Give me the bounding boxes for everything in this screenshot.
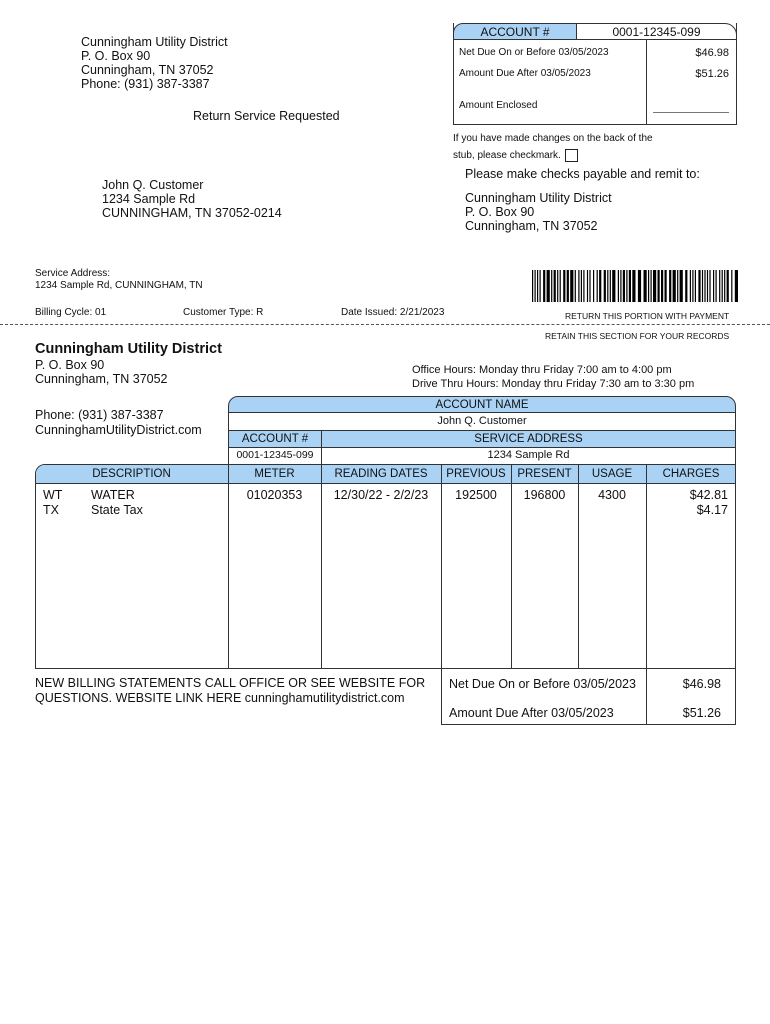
account-number-header: ACCOUNT # — [228, 430, 322, 448]
return-service-requested: Return Service Requested — [193, 109, 340, 123]
account-name-value: John Q. Customer — [228, 412, 736, 431]
col-present: PRESENT — [517, 468, 572, 480]
sender-phone: Phone: (931) 387-3387 — [81, 77, 210, 91]
district-website[interactable]: CunninghamUtilityDistrict.com — [35, 423, 202, 437]
col-reading-dates: READING DATES — [334, 468, 428, 480]
changes-note — [453, 130, 653, 164]
remit-address-line2: Cunningham, TN 37052 — [465, 219, 598, 233]
district-address-line1: P. O. Box 90 — [35, 358, 105, 372]
amount-enclosed-label: Amount Enclosed — [459, 100, 538, 111]
line-code: WT — [43, 488, 63, 502]
billing-cycle: Billing Cycle: 01 — [35, 307, 107, 318]
account-label: ACCOUNT # — [453, 23, 577, 40]
customer-address-line2: CUNNINGHAM, TN 37052-0214 — [102, 206, 282, 220]
line-usage: 4300 — [598, 488, 626, 502]
changes-note-line1: If you have made changes on the back of the — [453, 133, 653, 144]
remit-name: Cunningham Utility District — [465, 191, 612, 205]
district-phone: Phone: (931) 387-3387 — [35, 408, 164, 422]
col-previous: PREVIOUS — [446, 468, 506, 480]
bill-after-due-value: $51.26 — [682, 706, 721, 720]
line-code: TX — [43, 503, 59, 517]
service-address-header: SERVICE ADDRESS — [321, 430, 736, 448]
col-charges: CHARGES — [662, 468, 720, 480]
line-charge: $42.81 — [689, 488, 728, 502]
changes-checkbox[interactable] — [565, 149, 578, 162]
customer-address-line1: 1234 Sample Rd — [102, 192, 196, 206]
district-address-line2: Cunningham, TN 37052 — [35, 372, 168, 386]
line-charge: $4.17 — [696, 503, 728, 517]
retain-section-note: RETAIN THIS SECTION FOR YOUR RECORDS — [545, 331, 730, 341]
account-summary-box — [453, 23, 737, 125]
bill-after-due-label: Amount Due After 03/05/2023 — [449, 706, 614, 720]
account-name-header: ACCOUNT NAME — [228, 396, 736, 413]
payable-note: Please make checks payable and remit to: — [465, 167, 700, 181]
line-present: 196800 — [523, 488, 566, 502]
net-due-value: $46.98 — [695, 47, 729, 59]
remit-address-line1: P. O. Box 90 — [465, 205, 535, 219]
district-address — [35, 358, 168, 386]
sender-address-line2: Cunningham, TN 37052 — [81, 63, 214, 77]
line-description: WATER — [91, 488, 135, 502]
sender-name: Cunningham Utility District — [81, 35, 228, 49]
customer-name: John Q. Customer — [102, 178, 204, 192]
line-description: State Tax — [91, 503, 143, 517]
service-address-label: Service Address: — [35, 268, 111, 279]
account-number-value: 0001-12345-099 — [228, 447, 322, 465]
amount-enclosed-field[interactable] — [653, 112, 729, 113]
customer-type: Customer Type: R — [183, 307, 264, 318]
remit-address — [465, 191, 612, 233]
line-reading-dates: 12/30/22 - 2/2/23 — [333, 488, 429, 502]
bill-net-due-value: $46.98 — [682, 677, 721, 691]
after-due-value: $51.26 — [695, 68, 729, 80]
col-meter: METER — [254, 468, 295, 480]
drive-thru-hours: Drive Thru Hours: Monday thru Friday 7:30 am to 3:30 pm — [412, 378, 695, 390]
contact-info — [35, 408, 202, 438]
service-address-value-cell: 1234 Sample Rd — [321, 447, 736, 465]
tear-line — [0, 324, 770, 325]
billing-notice: NEW BILLING STATEMENTS CALL OFFICE OR SEE WEBSITE FOR QUESTIONS. WEBSITE LINK HERE cunninghamutilitydistrict.com — [35, 676, 426, 705]
office-hours: Office Hours: Monday thru Friday 7:00 am to 4:00 pm — [412, 364, 672, 376]
return-portion-note: RETURN THIS PORTION WITH PAYMENT — [565, 311, 730, 321]
after-due-label: Amount Due After 03/05/2023 — [459, 68, 591, 79]
net-due-label: Net Due On or Before 03/05/2023 — [459, 47, 609, 58]
date-issued: Date Issued: 2/21/2023 — [341, 307, 445, 318]
customer-address — [102, 178, 282, 220]
service-address-value: 1234 Sample Rd, CUNNINGHAM, TN — [35, 280, 203, 291]
col-description: DESCRIPTION — [92, 468, 171, 480]
account-number: 0001-12345-099 — [576, 23, 737, 40]
changes-note-line2: stub, please checkmark. — [453, 150, 561, 161]
service-address-block — [35, 268, 203, 292]
hours — [412, 363, 694, 391]
sender-address — [81, 35, 228, 91]
district-title: Cunningham Utility District — [35, 341, 222, 357]
col-usage: USAGE — [591, 468, 633, 480]
bill-net-due-label: Net Due On or Before 03/05/2023 — [449, 677, 636, 691]
sender-address-line1: P. O. Box 90 — [81, 49, 151, 63]
barcode — [532, 270, 738, 302]
line-meter: 01020353 — [246, 488, 303, 502]
line-previous: 192500 — [455, 488, 497, 502]
